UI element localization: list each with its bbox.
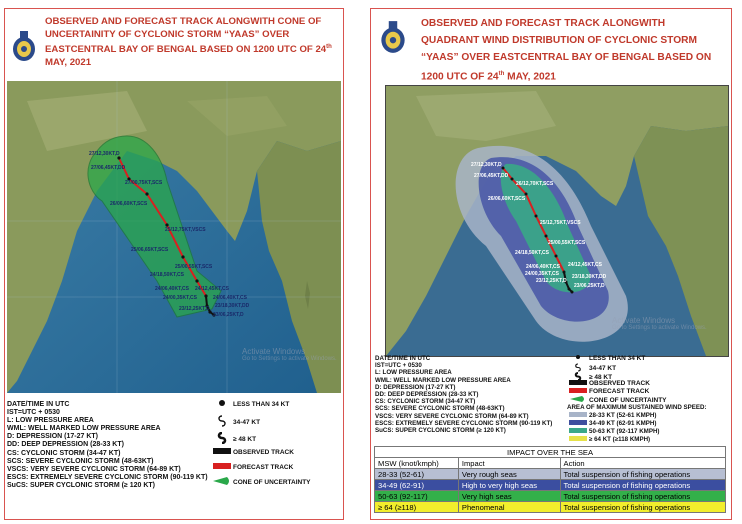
track-label: 25/00,55KT,SCS bbox=[175, 264, 213, 270]
legend-label: ≥ 48 KT bbox=[589, 374, 613, 381]
left-panel bbox=[4, 8, 344, 520]
cyclone-filled-icon bbox=[211, 432, 233, 446]
table-row: 28-33 (52-61) Very rough seas Total suspension of fishing operations bbox=[375, 469, 726, 480]
legend-label: 28-33 KT (52-61 KMPH) bbox=[589, 412, 657, 419]
forecast-track-swatch bbox=[567, 388, 589, 395]
black-dot-icon bbox=[211, 399, 233, 409]
track-label: 24/00,35KT,CS bbox=[163, 295, 197, 301]
legend-label: LESS THAN 34 KT bbox=[589, 354, 646, 362]
wind-swatch-50-63 bbox=[567, 428, 589, 435]
legend-label: FORECAST TRACK bbox=[589, 388, 650, 395]
track-label: 24/12,45KT,CS bbox=[195, 286, 229, 292]
legend-label: 34-47 KT bbox=[589, 365, 617, 372]
track-label: 23/12,25KT,D bbox=[536, 278, 567, 284]
wind-speed-header: AREA OF MAXIMUM SUSTAINED WIND SPEED: bbox=[567, 404, 707, 411]
track-label: 27/12,30KT,D bbox=[89, 151, 120, 157]
wind-swatch-64-plus bbox=[567, 436, 589, 443]
observed-track-swatch bbox=[211, 448, 233, 456]
track-label: 24/00,35KT,CS bbox=[525, 271, 559, 277]
legend-label: CONE OF UNCERTAINTY bbox=[589, 396, 667, 404]
left-track-map bbox=[7, 81, 341, 393]
track-label: 27/06,45KT,DD bbox=[91, 165, 126, 171]
legend-label: ≥ 48 KT bbox=[233, 435, 257, 443]
track-label: 23/18,30KT,DD bbox=[215, 303, 250, 309]
wind-swatch-34-49 bbox=[567, 420, 589, 427]
legend-label: 34-49 KT (62-91 KMPH) bbox=[589, 420, 657, 427]
right-panel bbox=[370, 8, 732, 520]
track-label: 24/12,45KT,CS bbox=[568, 262, 602, 268]
impact-header-action: Action bbox=[560, 458, 725, 469]
legend-label: ≥ 64 KT (≥118 KMPH) bbox=[589, 436, 651, 443]
imd-emblem-icon bbox=[11, 29, 37, 63]
right-map-title: OBSERVED AND FORECAST TRACK ALONGWITH QUADRANT WIND DISTRIBUTION OF CYCLONIC STORM “YAAS” OVER EASTCENTRAL BAY OF BENGAL BASED ON 1200 UTC OF 24th MAY, 2021 bbox=[421, 18, 712, 83]
table-row: 34-49 (62-91) High to very high seas Total suspension of fishing operations bbox=[375, 480, 726, 491]
activate-windows-watermark: Activate Windows Go to Settings to activate Windows. bbox=[242, 347, 337, 362]
track-label: 26/12,70KT,SCS bbox=[516, 181, 554, 187]
cone-swatch bbox=[567, 396, 589, 404]
track-label: 24/06,40KT,CS bbox=[155, 286, 189, 292]
legend-label: OBSERVED TRACK bbox=[233, 448, 294, 456]
track-label: 26/06,60KT,SCS bbox=[110, 201, 148, 207]
track-label: 24/06,40KT,CS bbox=[526, 264, 560, 270]
track-label: 24/06,40KT,CS bbox=[213, 295, 247, 301]
forecast-track-swatch bbox=[211, 463, 233, 471]
cyclone-open-icon bbox=[211, 415, 233, 429]
impact-table bbox=[374, 446, 726, 513]
right-legend-abbreviations: DATE/TIME IN UTC IST=UTC + 0530 L: LOW PRESSURE AREA WML: WELL MARKED LOW PRESSURE AREA D: DEPRESSION (17-27 KT) DD: DEEP DEPRESSION (28-33 KT) CS: CYCLONIC STORM (34-47 KT) SCS: SEVERE CYCLONIC STORM (48-63KT) VSCS: VERY SEVERE CYCLONIC STORM (64-89 KT) ESCS: EXTREMELY SEVERE CYCLONIC STORM (90-119 KT) SuCS: SUPER CYCLONIC STORM (≥ 120 KT) bbox=[375, 355, 553, 435]
cone-swatch bbox=[211, 477, 233, 487]
track-label: 24/18,50KT,CS bbox=[150, 272, 184, 278]
left-map-title: OBSERVED AND FORECAST TRACK ALONGWITH CONE OF UNCERTAINITY OF CYCLONIC STORM “YAAS” OVER EASTCENTRAL BAY OF BENGAL BASED ON 1200 UTC OF 24th MAY, 2021 bbox=[45, 16, 332, 69]
track-label: 23/12,25KT,D bbox=[179, 306, 210, 312]
track-label: 27/12,30KT,D bbox=[471, 162, 502, 168]
track-label: 26/06,60KT,SCS bbox=[488, 196, 526, 202]
track-label: 27/00,75KT,SCS bbox=[125, 180, 163, 186]
track-label: 25/12,75KT,VSCS bbox=[540, 220, 581, 226]
wind-swatch-28-33 bbox=[567, 412, 589, 419]
track-label: 27/06,45KT,DD bbox=[474, 173, 509, 179]
activate-windows-watermark: Activate Windows Go to Settings to activate Windows. bbox=[612, 316, 707, 331]
track-label: 25/00,55KT,SCS bbox=[548, 240, 586, 246]
table-row: ≥ 64 (≥118) Phenomenal Total suspension of fishing operations bbox=[375, 502, 726, 513]
legend-label: CONE OF UNCERTAINTY bbox=[233, 478, 311, 486]
imd-emblem-icon bbox=[379, 19, 407, 55]
track-label: 23/06,25KT,D bbox=[574, 283, 605, 289]
track-label: 24/18,50KT,CS bbox=[515, 250, 549, 256]
left-legend-abbreviations: DATE/TIME IN UTC IST=UTC + 0530 L: LOW PRESSURE AREA WML: WELL MARKED LOW PRESSURE AREA D: DEPRESSION (17-27 KT) DD: DEEP DEPRESSION (28-33 KT) CS: CYCLONIC STORM (34-47 KT) SCS: SEVERE CYCLONIC STORM (48-63KT) VSCS: VERY SEVERE CYCLONIC STORM (64-89 KT) ESCS: EXTREMELY SEVERE CYCLONIC STORM (90-119 KT) SuCS: SUPER CYCLONIC STORM (≥ 120 KT) bbox=[7, 401, 208, 489]
right-wind-map bbox=[385, 85, 729, 357]
legend-label: 50-63 KT (92-117 KMPH) bbox=[589, 428, 660, 435]
track-label: 23/18,30KT,DD bbox=[572, 274, 607, 280]
legend-label: OBSERVED TRACK bbox=[589, 380, 650, 387]
table-row: 50-63 (92-117) Very high seas Total suspension of fishing operations bbox=[375, 491, 726, 502]
track-label: 25/12,75KT,VSCS bbox=[165, 227, 206, 233]
observed-track-swatch bbox=[567, 380, 589, 387]
legend-label: 34-47 KT bbox=[233, 418, 261, 426]
impact-header-impact: Impact bbox=[458, 458, 560, 469]
legend-label: FORECAST TRACK bbox=[233, 463, 294, 471]
impact-header-msw: MSW (knot/kmph) bbox=[375, 458, 459, 469]
impact-title: IMPACT OVER THE SEA bbox=[375, 447, 726, 458]
legend-label: LESS THAN 34 KT bbox=[233, 400, 290, 408]
track-label: 23/06,25KT,D bbox=[213, 312, 244, 318]
track-label: 25/06,65KT,SCS bbox=[131, 247, 169, 253]
black-dot-icon bbox=[567, 354, 589, 362]
